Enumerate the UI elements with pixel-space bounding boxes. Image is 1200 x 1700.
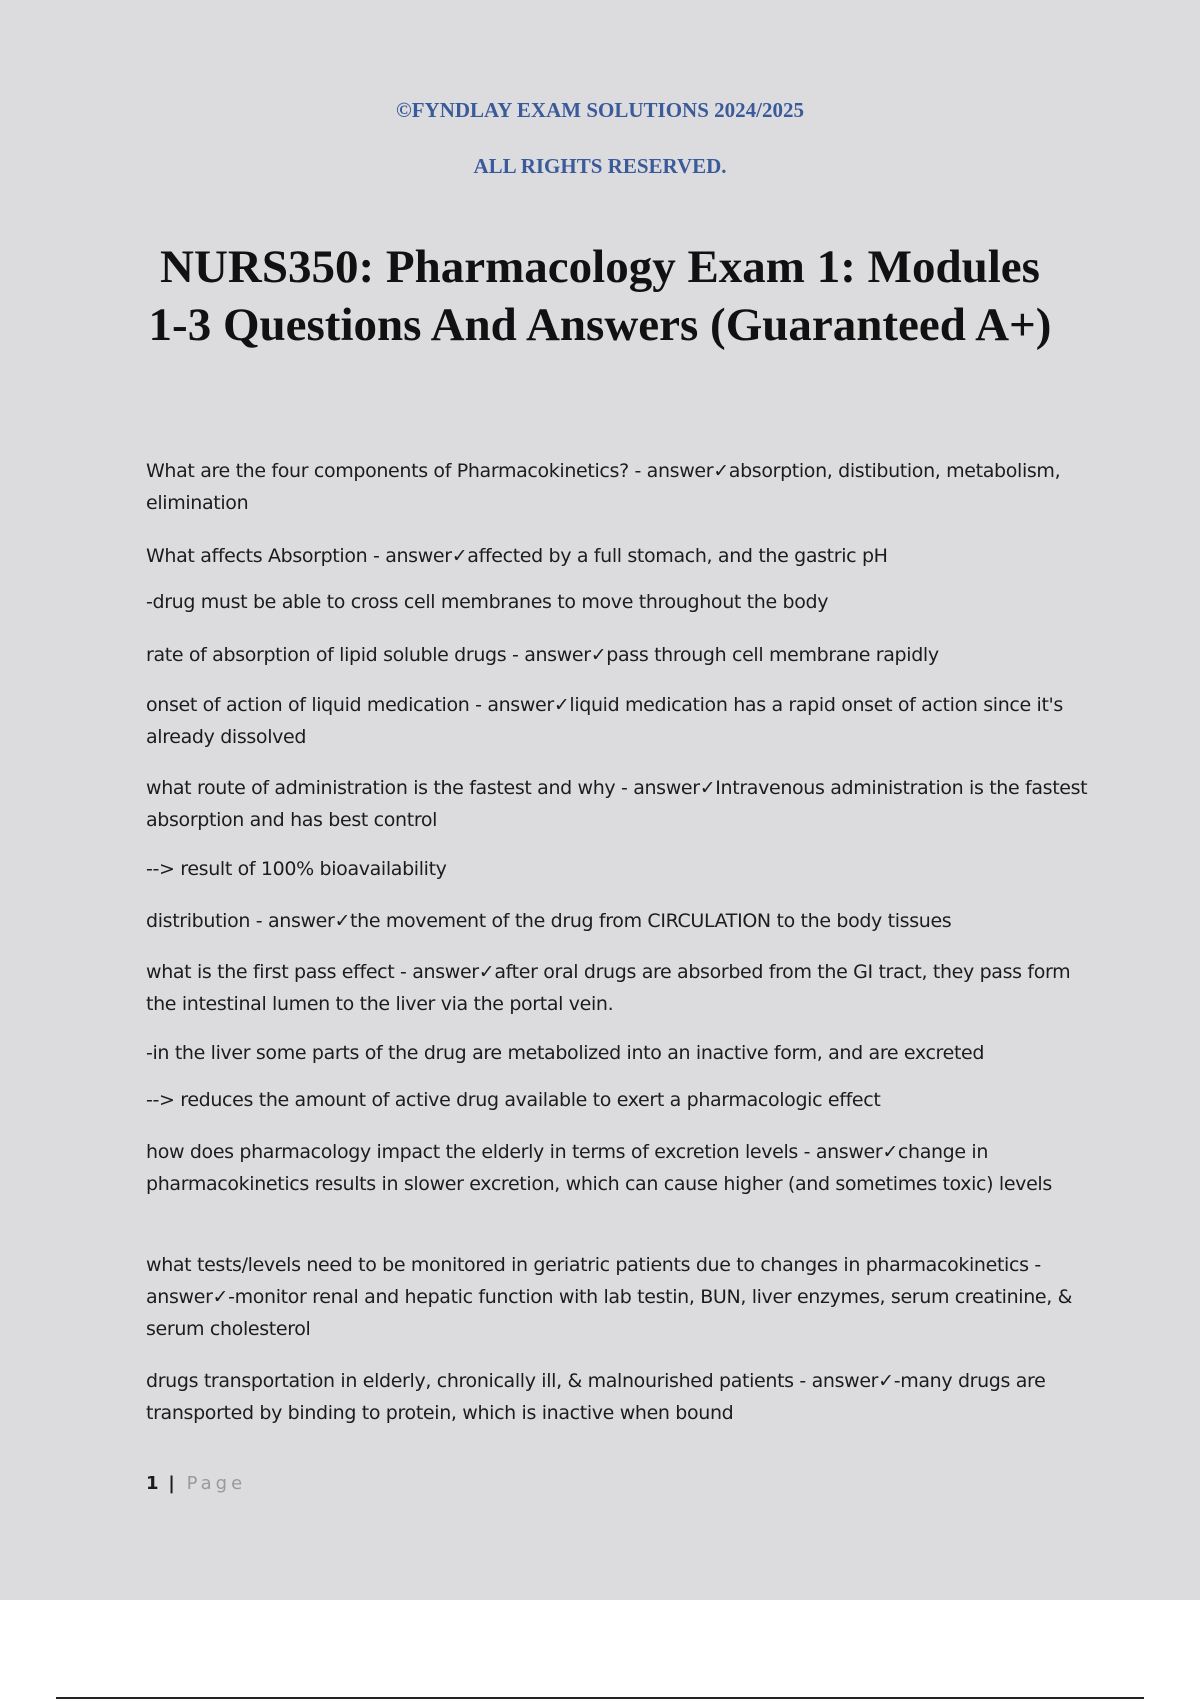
qa-paragraph: what tests/levels need to be monitored in geriatric patients due to changes in pharmacokinetics - answer✓-monitor renal and hepatic function with lab testin, BUN, liver enzymes, serum creatinine, & serum cholesterol	[146, 1254, 1073, 1340]
qa-paragraph: what is the first pass effect - answer✓after oral drugs are absorbed from the GI tract, they pass form the intestinal lumen to the liver via the portal vein.	[146, 961, 1071, 1015]
qa-paragraph: -drug must be able to cross cell membranes to move throughout the body	[146, 591, 829, 613]
qa-paragraph: --> reduces the amount of active drug available to exert a pharmacologic effect	[146, 1089, 881, 1111]
page-number: 1	[146, 1473, 159, 1494]
qa-paragraph: -in the liver some parts of the drug are metabolized into an inactive form, and are excreted	[146, 1042, 985, 1064]
copyright-header: ©FYNDLAY EXAM SOLUTIONS 2024/2025	[396, 98, 804, 122]
title-line-2: 1-3 Questions And Answers (Guaranteed A+)	[148, 299, 1052, 351]
page-label: Page	[186, 1473, 247, 1494]
document-title	[120, 238, 1080, 354]
qa-paragraph: what route of administration is the fastest and why - answer✓Intravenous administration is the fastest absorption and has best control	[146, 777, 1088, 831]
title-line-1: NURS350: Pharmacology Exam 1: Modules	[160, 241, 1040, 293]
next-page-top-rule	[56, 1697, 1144, 1699]
qa-paragraph: drugs transportation in elderly, chronically ill, & malnourished patients - answer✓-many drugs are transported by binding to protein, which is inactive when bound	[146, 1370, 1046, 1424]
qa-paragraph: onset of action of liquid medication - answer✓liquid medication has a rapid onset of action since it's already dissolved	[146, 694, 1063, 748]
qa-paragraph: rate of absorption of lipid soluble drugs - answer✓pass through cell membrane rapidly	[146, 644, 939, 666]
qa-paragraph: how does pharmacology impact the elderly in terms of excretion levels - answer✓change in pharmacokinetics results in slower excretion, which can cause higher (and sometimes toxic) levels	[146, 1141, 1052, 1195]
page-separator: |	[168, 1473, 175, 1494]
rights-reserved-header: ALL RIGHTS RESERVED.	[473, 154, 727, 178]
qa-paragraph: distribution - answer✓the movement of the drug from CIRCULATION to the body tissues	[146, 910, 952, 932]
page-footer	[146, 1473, 246, 1494]
qa-paragraph: What affects Absorption - answer✓affected by a full stomach, and the gastric pH	[146, 545, 888, 567]
qa-paragraph: What are the four components of Pharmacokinetics? - answer✓absorption, distibution, metabolism, elimination	[146, 460, 1061, 514]
qa-paragraph: --> result of 100% bioavailability	[146, 858, 447, 880]
